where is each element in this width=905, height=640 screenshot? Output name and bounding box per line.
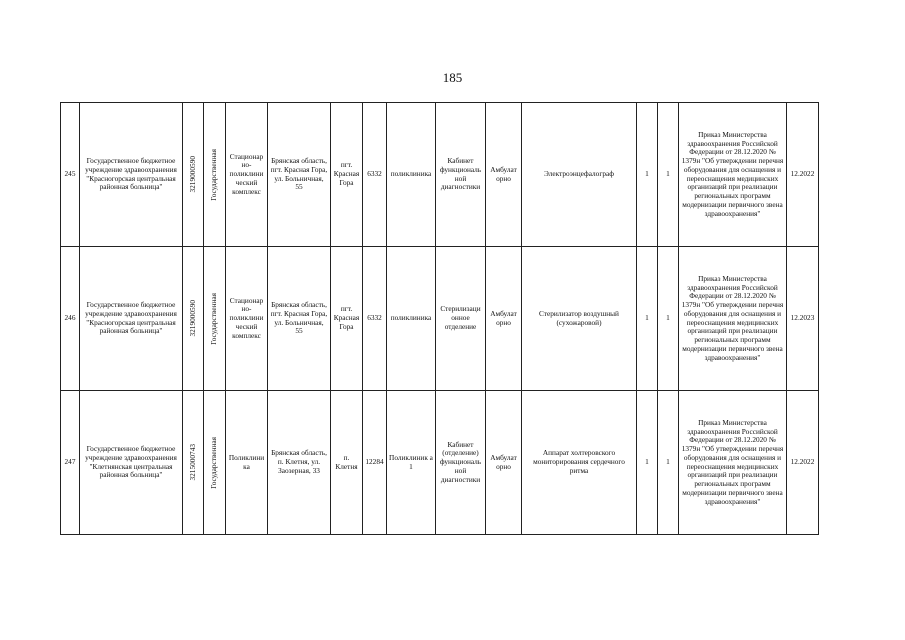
order-reference-cell: Приказ Министерства здравоохранения Российской Федерации от 28.12.2020 № 1379н "Об утверждении перечня оборудования для оснащения и переоснащения медицинских организаций при реализации региональных программ модернизации первичного звена здравоохранения"	[679, 247, 787, 391]
department-cell: Стерилизаци онное отделение	[436, 247, 486, 391]
org-code-cell	[183, 391, 204, 535]
table-row	[61, 103, 819, 247]
quantity-cell: 1	[637, 391, 658, 535]
address-cell: Брянская область, пгт. Красная Гора, ул. Больничная, 55	[268, 103, 331, 247]
settlement-code-cell: 6332	[363, 247, 387, 391]
settlement-cell: п. Клетня	[331, 391, 363, 535]
address-cell: Брянская область, п. Клетня, ул. Заозерная, 33	[268, 391, 331, 535]
settlement-code-cell: 6332	[363, 103, 387, 247]
facility-type-cell: Стационар но-поликлини ческий комплекс	[226, 247, 268, 391]
settlement-cell: пгт. Красная Гора	[331, 247, 363, 391]
ownership-cell	[204, 103, 226, 247]
settlement-cell: пгт. Красная Гора	[331, 103, 363, 247]
department-cell: Кабинет (отделение) функциональ ной диагностики	[436, 391, 486, 535]
page-number: 185	[442, 70, 463, 85]
table-row	[61, 391, 819, 535]
organization-cell: Государственное бюджетное учреждение здравоохранения "Клетнянская центральная районная больница"	[80, 391, 183, 535]
equipment-cell: Стерилизатор воздушный (сухожаровой)	[522, 247, 637, 391]
order-reference-cell: Приказ Министерства здравоохранения Российской Федерации от 28.12.2020 № 1379н "Об утверждении перечня оборудования для оснащения и переоснащения медицинских организаций при реализации региональных программ модернизации первичного звена здравоохранения"	[679, 391, 787, 535]
ownership-cell	[204, 391, 226, 535]
ownership-text: Государственная	[209, 148, 219, 201]
equipment-cell: Электроэнцефалограф	[522, 103, 637, 247]
order-reference-cell: Приказ Министерства здравоохранения Российской Федерации от 28.12.2020 № 1379н "Об утверждении перечня оборудования для оснащения и переоснащения медицинских организаций при реализации региональных программ модернизации первичного звена здравоохранения"	[679, 103, 787, 247]
subdivision-cell: поликлиника	[387, 247, 436, 391]
date-cell: 12.2022	[787, 391, 819, 535]
quantity-cell: 1	[658, 103, 679, 247]
care-type-cell: Амбулат орно	[486, 103, 522, 247]
address-cell: Брянская область, пгт. Красная Гора, ул. Больничная, 55	[268, 247, 331, 391]
quantity-cell: 1	[637, 247, 658, 391]
row-number-cell: 246	[61, 247, 80, 391]
date-cell: 12.2022	[787, 103, 819, 247]
date-cell: 12.2023	[787, 247, 819, 391]
ownership-cell	[204, 247, 226, 391]
table-row	[61, 247, 819, 391]
subdivision-cell: поликлиника	[387, 103, 436, 247]
ownership-text: Государственная	[209, 436, 219, 489]
department-cell: Кабинет функциональ ной диагностики	[436, 103, 486, 247]
org-code-cell	[183, 103, 204, 247]
facility-type-cell: Стационар но-поликлини ческий комплекс	[226, 103, 268, 247]
care-type-cell: Амбулат орно	[486, 247, 522, 391]
quantity-cell: 1	[658, 391, 679, 535]
care-type-cell: Амбулат орно	[486, 391, 522, 535]
subdivision-cell: Поликлиник а 1	[387, 391, 436, 535]
org-code-cell	[183, 247, 204, 391]
ownership-text: Государственная	[209, 292, 219, 345]
organization-cell: Государственное бюджетное учреждение здравоохранения "Красногорская центральная районная больница"	[80, 103, 183, 247]
equipment-table	[60, 102, 819, 535]
facility-type-cell: Поликлини ка	[226, 391, 268, 535]
quantity-cell: 1	[658, 247, 679, 391]
org-code-text: 3219000590	[187, 300, 197, 337]
row-number-cell: 245	[61, 103, 80, 247]
org-code-text: 3215000743	[187, 444, 197, 481]
settlement-code-cell: 12284	[363, 391, 387, 535]
row-number-cell: 247	[61, 391, 80, 535]
equipment-cell: Аппарат холтеровского мониторирования сердечного ритма	[522, 391, 637, 535]
quantity-cell: 1	[637, 103, 658, 247]
organization-cell: Государственное бюджетное учреждение здравоохранения "Красногорская центральная районная больница"	[80, 247, 183, 391]
org-code-text: 3219000590	[187, 156, 197, 193]
